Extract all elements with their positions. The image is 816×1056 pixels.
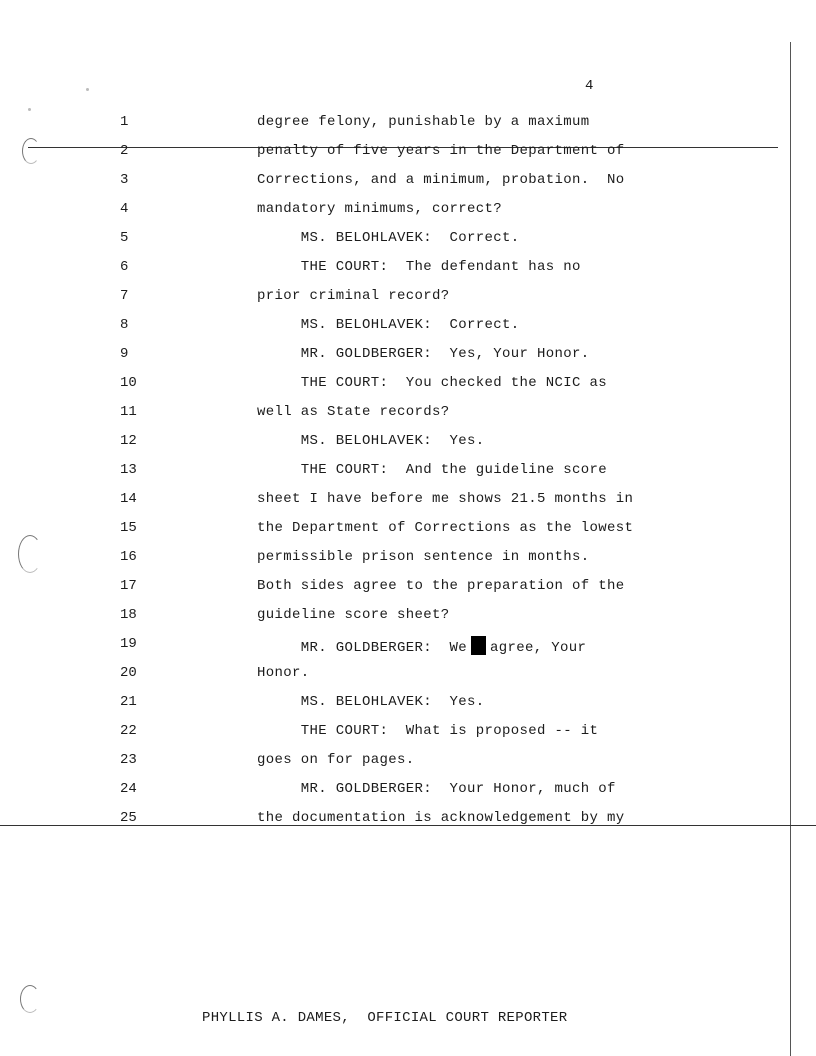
line-number: 22 [120, 723, 137, 739]
line-number: 12 [120, 433, 137, 449]
line-number: 7 [120, 288, 129, 304]
page-number: 4 [585, 78, 594, 94]
transcript-line: sheet I have before me shows 21.5 months in [257, 491, 634, 507]
line-number: 17 [120, 578, 137, 594]
transcript-line: Both sides agree to the preparation of the [257, 578, 625, 594]
transcript-line: the Department of Corrections as the lowest [257, 520, 634, 536]
transcript-line-part: MR. GOLDBERGER: We [257, 640, 468, 656]
punch-hole-top [22, 138, 40, 164]
transcript-line: well as State records? [257, 404, 450, 420]
line-number: 19 [120, 636, 137, 652]
transcript-line: THE COURT: The defendant has no [257, 259, 581, 275]
line-number: 14 [120, 491, 137, 507]
line-number: 1 [120, 114, 129, 130]
scan-speck [86, 88, 89, 91]
transcript-line: MS. BELOHLAVEK: Correct. [257, 317, 520, 333]
transcript-line: MS. BELOHLAVEK: Yes. [257, 433, 485, 449]
transcript-line: penalty of five years in the Department of [257, 143, 625, 159]
line-number: 13 [120, 462, 137, 478]
redaction-box [471, 636, 486, 655]
line-number: 16 [120, 549, 137, 565]
transcript-line: MR. GOLDBERGER: Your Honor, much of [257, 781, 616, 797]
right-margin-rule [790, 42, 791, 1056]
line-number: 25 [120, 810, 137, 826]
scan-speck [28, 108, 31, 111]
punch-hole-bottom [20, 985, 40, 1013]
line-number: 23 [120, 752, 137, 768]
line-number: 2 [120, 143, 129, 159]
transcript-line [257, 636, 586, 656]
line-number: 18 [120, 607, 137, 623]
line-number: 5 [120, 230, 129, 246]
transcript-line: THE COURT: You checked the NCIC as [257, 375, 608, 391]
transcript-line: goes on for pages. [257, 752, 415, 768]
line-number: 15 [120, 520, 137, 536]
line-number: 21 [120, 694, 137, 710]
line-number: 24 [120, 781, 137, 797]
line-number: 6 [120, 259, 129, 275]
transcript-line-part: agree, Your [490, 640, 587, 656]
transcript-line: MS. BELOHLAVEK: Yes. [257, 694, 485, 710]
transcript-line: THE COURT: And the guideline score [257, 462, 608, 478]
punch-hole-middle [18, 535, 42, 573]
line-number: 11 [120, 404, 137, 420]
line-number: 3 [120, 172, 129, 188]
transcript-line: prior criminal record? [257, 288, 450, 304]
line-number: 9 [120, 346, 129, 362]
transcript-line: guideline score sheet? [257, 607, 450, 623]
transcript-line: degree felony, punishable by a maximum [257, 114, 590, 130]
line-number: 10 [120, 375, 137, 391]
line-number: 20 [120, 665, 137, 681]
transcript-line: MR. GOLDBERGER: Yes, Your Honor. [257, 346, 590, 362]
transcript-line: THE COURT: What is proposed -- it [257, 723, 599, 739]
line-number: 8 [120, 317, 129, 333]
transcript-line: Corrections, and a minimum, probation. No [257, 172, 625, 188]
transcript-line: MS. BELOHLAVEK: Correct. [257, 230, 520, 246]
line-number: 4 [120, 201, 129, 217]
transcript-line: Honor. [257, 665, 310, 681]
transcript-line: the documentation is acknowledgement by my [257, 810, 625, 826]
transcript-line: permissible prison sentence in months. [257, 549, 590, 565]
court-reporter-footer: PHYLLIS A. DAMES, OFFICIAL COURT REPORTER [202, 1010, 568, 1026]
transcript-line: mandatory minimums, correct? [257, 201, 503, 217]
